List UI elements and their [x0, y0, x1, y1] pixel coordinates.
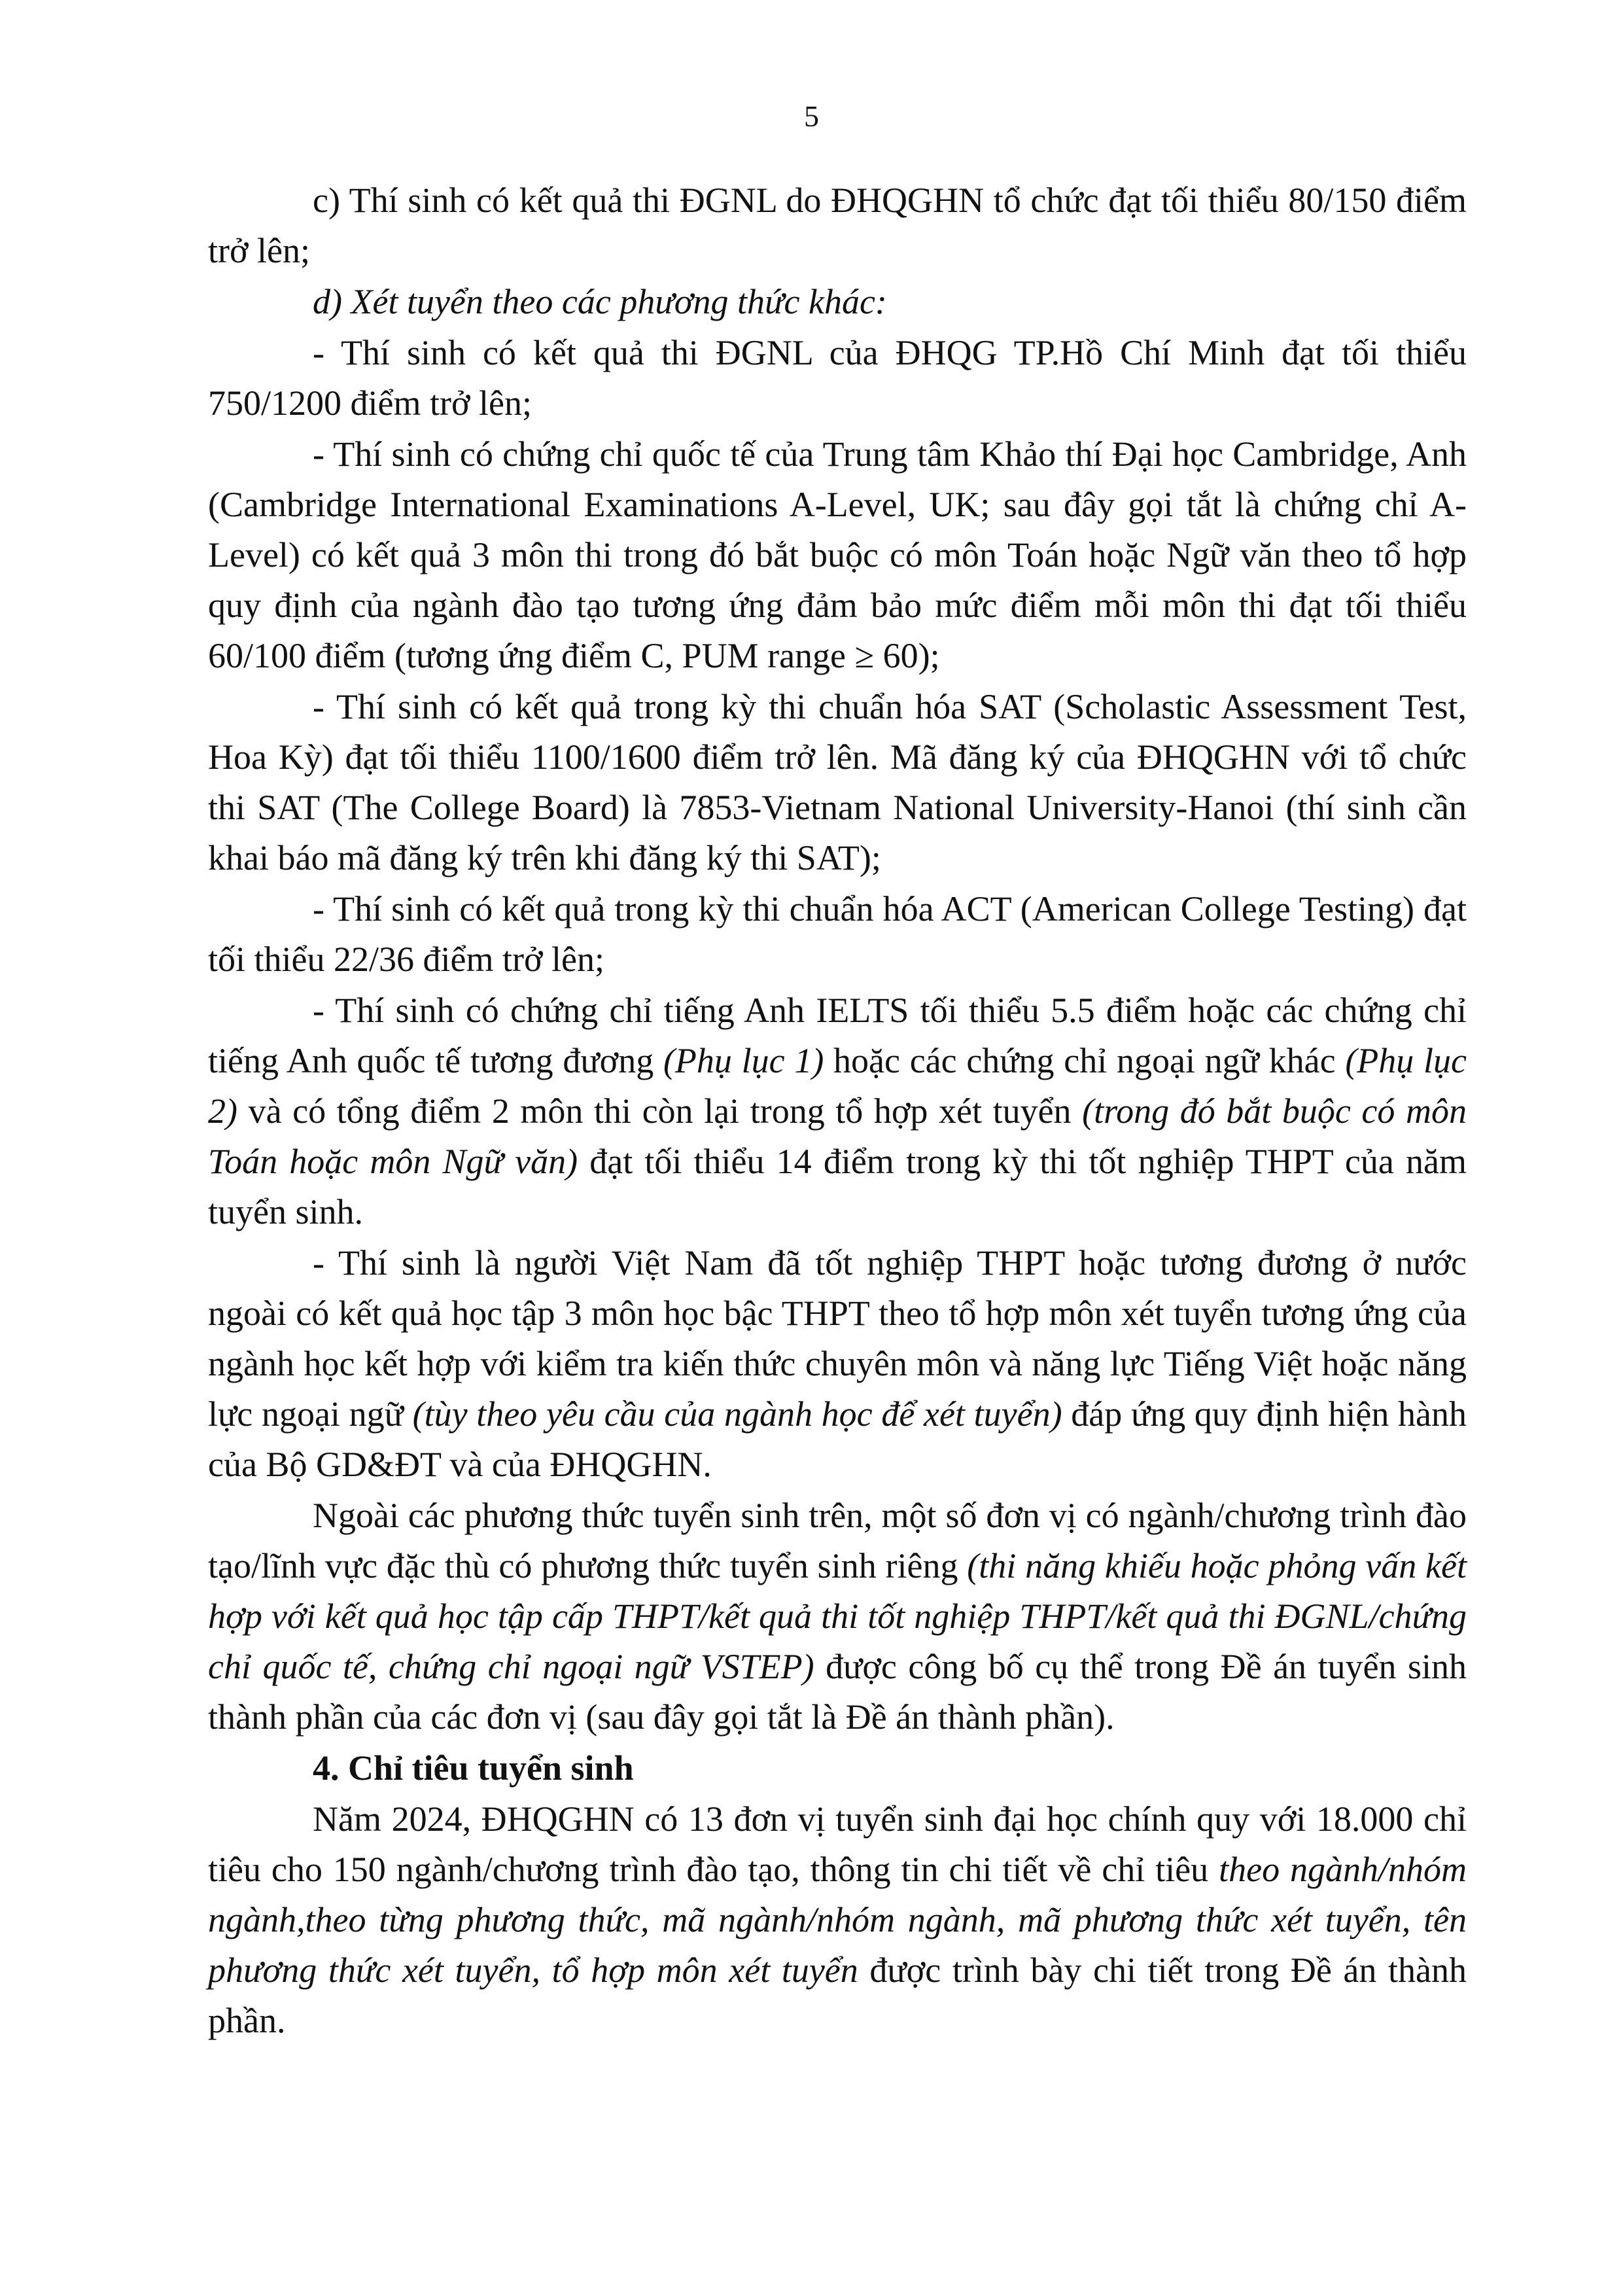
section-4-heading: 4. Chỉ tiêu tuyển sinh	[313, 1748, 634, 1788]
paragraph-act: - Thí sinh có kết quả trong kỳ thi chuẩn hóa ACT (American College Testing) đạt tối thiểu 22/36 điểm trở lên;	[208, 889, 1467, 979]
quota-details: theo ngành/nhóm ngành,theo từng phương thức, mã ngành/nhóm ngành, mã phương thức xét tuyển, tên phương thức xét tuyển, tổ hợp môn xét tuyển	[208, 1850, 1467, 1990]
other-text-1: Ngoài các phương thức tuyển sinh trên, một số đơn vị có ngành/chương trình đào tạo/lĩnh vực đặc thù có phương thức tuyển sinh riêng	[208, 1496, 1467, 1585]
paragraph-criterion-d-heading: d) Xét tuyển theo các phương thức khác:	[313, 282, 887, 321]
other-text-2: được công bố cụ thể trong Đề án tuyển sinh thành phần của các đơn vị (sau đây gọi tắt là Đề án thành phần).	[208, 1647, 1467, 1737]
paragraph-a-level: - Thí sinh có chứng chỉ quốc tế của Trung tâm Khảo thí Đại học Cambridge, Anh (Cambridge International Examinations A-Level, UK; sau đây gọi tắt là chứng chỉ A-Level) có kết quả 3 môn thi trong đó bắt buộc có môn Toán hoặc Ngữ văn theo tổ hợp quy định của ngành đào tạo tương ứng đảm bảo mức điểm mỗi môn thi đạt tối thiểu 60/100 điểm (tương ứng điểm C, PUM range ≥ 60);	[208, 434, 1467, 675]
quota-text-1: Năm 2024, ĐHQGHN có 13 đơn vị tuyển sinh đại học chính quy với 18.000 chỉ tiêu cho 150 ngành/chương trình đào tạo, thông tin chi tiết về chỉ tiêu	[208, 1799, 1467, 1889]
ielts-text-2: hoặc các chứng chỉ ngoại ngữ khác	[824, 1041, 1346, 1080]
paragraph-quota	[208, 1794, 1467, 2046]
ielts-note: (trong đó bắt buộc có môn Toán hoặc môn Ngữ văn)	[208, 1091, 1467, 1181]
paragraph-hcm-dgnl: - Thí sinh có kết quả thi ĐGNL của ĐHQG TP.Hồ Chí Minh đạt tối thiểu 750/1200 điểm trở lên;	[208, 333, 1467, 423]
document-body	[208, 175, 1467, 2047]
paragraph-other-methods	[208, 1491, 1467, 1742]
abroad-text-2: đáp ứng quy định hiện hành của Bộ GD&ĐT và của ĐHQGHN.	[208, 1394, 1467, 1484]
paragraph-sat: - Thí sinh có kết quả trong kỳ thi chuẩn hóa SAT (Scholastic Assessment Test, Hoa Kỳ) đạt tối thiểu 1100/1600 điểm trở lên. Mã đăng ký của ĐHQGHN với tổ chức thi SAT (The College Board) là 7853-Vietnam National University-Hanoi (thí sinh cần khai báo mã đăng ký trên khi đăng ký thi SAT);	[208, 687, 1467, 877]
ielts-appendix-1: (Phụ lục 1)	[663, 1041, 824, 1080]
ielts-text-3: và có tổng điểm 2 môn thi còn lại trong tổ hợp xét tuyển	[237, 1091, 1083, 1131]
ielts-text-1: - Thí sinh có chứng chỉ tiếng Anh IELTS tối thiểu 5.5 điểm hoặc các chứng chỉ tiếng Anh quốc tế tương đương	[208, 991, 1467, 1080]
quota-text-2: được trình bày chi tiết trong Đề án thành phần.	[208, 1951, 1467, 2040]
abroad-note: (tùy theo yêu cầu của ngành học để xét tuyển)	[412, 1394, 1062, 1434]
paragraph-ielts	[208, 985, 1467, 1237]
ielts-appendix-2: (Phụ lục 2)	[208, 1041, 1467, 1131]
page-number: 5	[804, 99, 819, 133]
paragraph-criterion-c: c) Thí sinh có kết quả thi ĐGNL do ĐHQGHN tổ chức đạt tối thiểu 80/150 điểm trở lên;	[208, 181, 1467, 270]
ielts-text-4: đạt tối thiểu 14 điểm trong kỳ thi tốt nghiệp THPT của năm tuyển sinh.	[208, 1142, 1467, 1231]
paragraph-abroad	[208, 1238, 1467, 1490]
other-note: (thi năng khiếu hoặc phỏng vấn kết hợp với kết quả học tập cấp THPT/kết quả thi tốt nghiệp THPT/kết quả thi ĐGNL/chứng chỉ quốc tế, chứng chỉ ngoại ngữ VSTEP)	[208, 1546, 1467, 1686]
abroad-text-1: - Thí sinh là người Việt Nam đã tốt nghiệp THPT hoặc tương đương ở nước ngoài có kết quả học tập 3 môn học bậc THPT theo tổ hợp môn xét tuyển tương ứng của ngành học kết hợp với kiểm tra kiến thức chuyên môn và năng lực Tiếng Việt hoặc năng lực ngoại ngữ	[208, 1243, 1467, 1434]
